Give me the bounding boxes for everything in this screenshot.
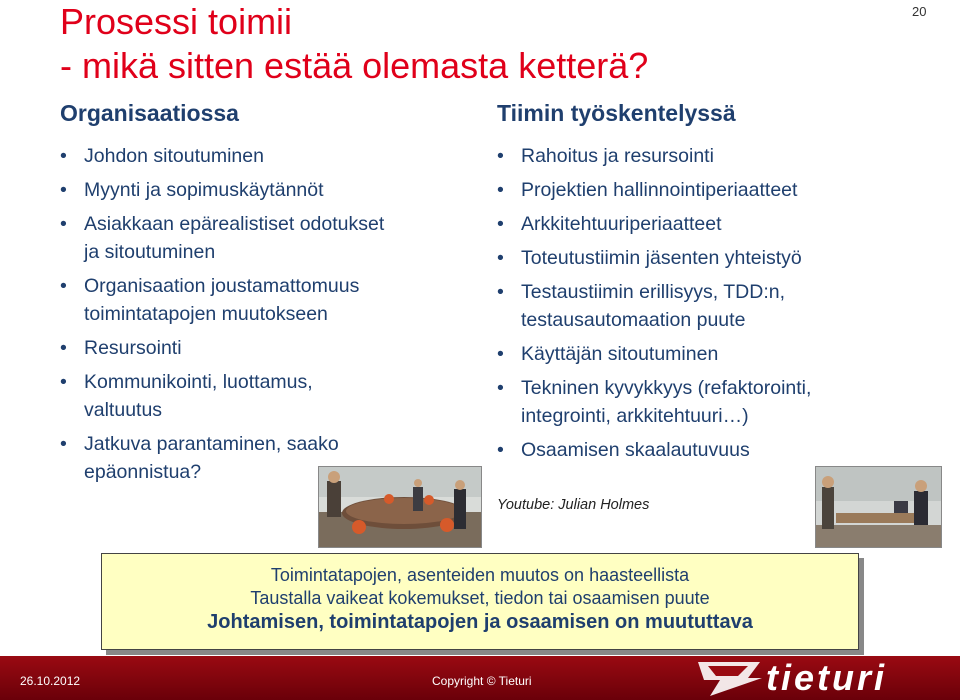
right-bullet-4: • Toteutustiimin jäsenten yhteistyö: [497, 244, 937, 272]
slide-title: [60, 0, 648, 88]
right-bullet-7: • Tekninen kyvykkyys (refaktorointi, integrointi, arkkitehtuuri…): [497, 374, 937, 430]
left-bullet-1: • Johdon sitoutuminen: [60, 142, 460, 170]
right-bullet-list: [497, 142, 937, 470]
logo-mark-icon: [690, 656, 770, 700]
right-bullet-1: • Rahoitus ja resursointi: [497, 142, 937, 170]
left-bullet-6: • Kommunikointi, luottamus, valtuutus: [60, 368, 460, 424]
summary-line-3: Johtamisen, toimintatapojen ja osaamisen on muututtava: [207, 611, 753, 633]
right-bullet-8: • Osaamisen skaalautuvuus: [497, 436, 937, 464]
left-bullet-5: • Resursointi: [60, 334, 460, 362]
footer-bar: [0, 656, 960, 700]
office-desk-image: [815, 466, 942, 548]
right-bullet-5: • Testaustiimin erillisyys, TDD:n, testausautomaation puute: [497, 278, 937, 334]
left-bullet-4: • Organisaation joustamattomuus toimintatapojen muutokseen: [60, 272, 460, 328]
meeting-room-image: [318, 466, 482, 548]
left-bullet-7: • Jatkuva parantaminen, saako epäonnistua?: [60, 430, 460, 486]
right-heading: Tiimin työskentelyssä: [497, 100, 736, 126]
video-caption: Youtube: Julian Holmes: [497, 497, 650, 513]
footer-copyright: Copyright © Tieturi: [432, 674, 532, 688]
footer-date: 26.10.2012: [20, 674, 81, 688]
left-bullet-2: • Myynti ja sopimuskäytännöt: [60, 176, 460, 204]
summary-line-2: Taustalla vaikeat kokemukset, tiedon tai osaamisen puute: [250, 588, 710, 608]
right-bullet-3: • Arkkitehtuuriperiaatteet: [497, 210, 937, 238]
summary-line-1: Toimintatapojen, asenteiden muutos on haasteellista: [270, 565, 690, 585]
left-bullet-3: • Asiakkaan epärealistiset odotukset ja sitoutuminen: [60, 210, 460, 266]
tieturi-logo: [690, 656, 960, 700]
logo-wordmark: tieturi: [766, 657, 888, 698]
left-heading: Organisaatiossa: [60, 100, 239, 126]
slide-number: 20: [912, 4, 927, 19]
title-line-1: Prosessi toimii: [60, 1, 293, 42]
title-line-2: - mikä sitten estää olemasta ketterä?: [60, 45, 649, 86]
left-bullet-list: [60, 142, 460, 492]
right-bullet-6: • Käyttäjän sitoutuminen: [497, 340, 937, 368]
summary-box: [101, 553, 859, 650]
right-bullet-2: • Projektien hallinnointiperiaatteet: [497, 176, 937, 204]
